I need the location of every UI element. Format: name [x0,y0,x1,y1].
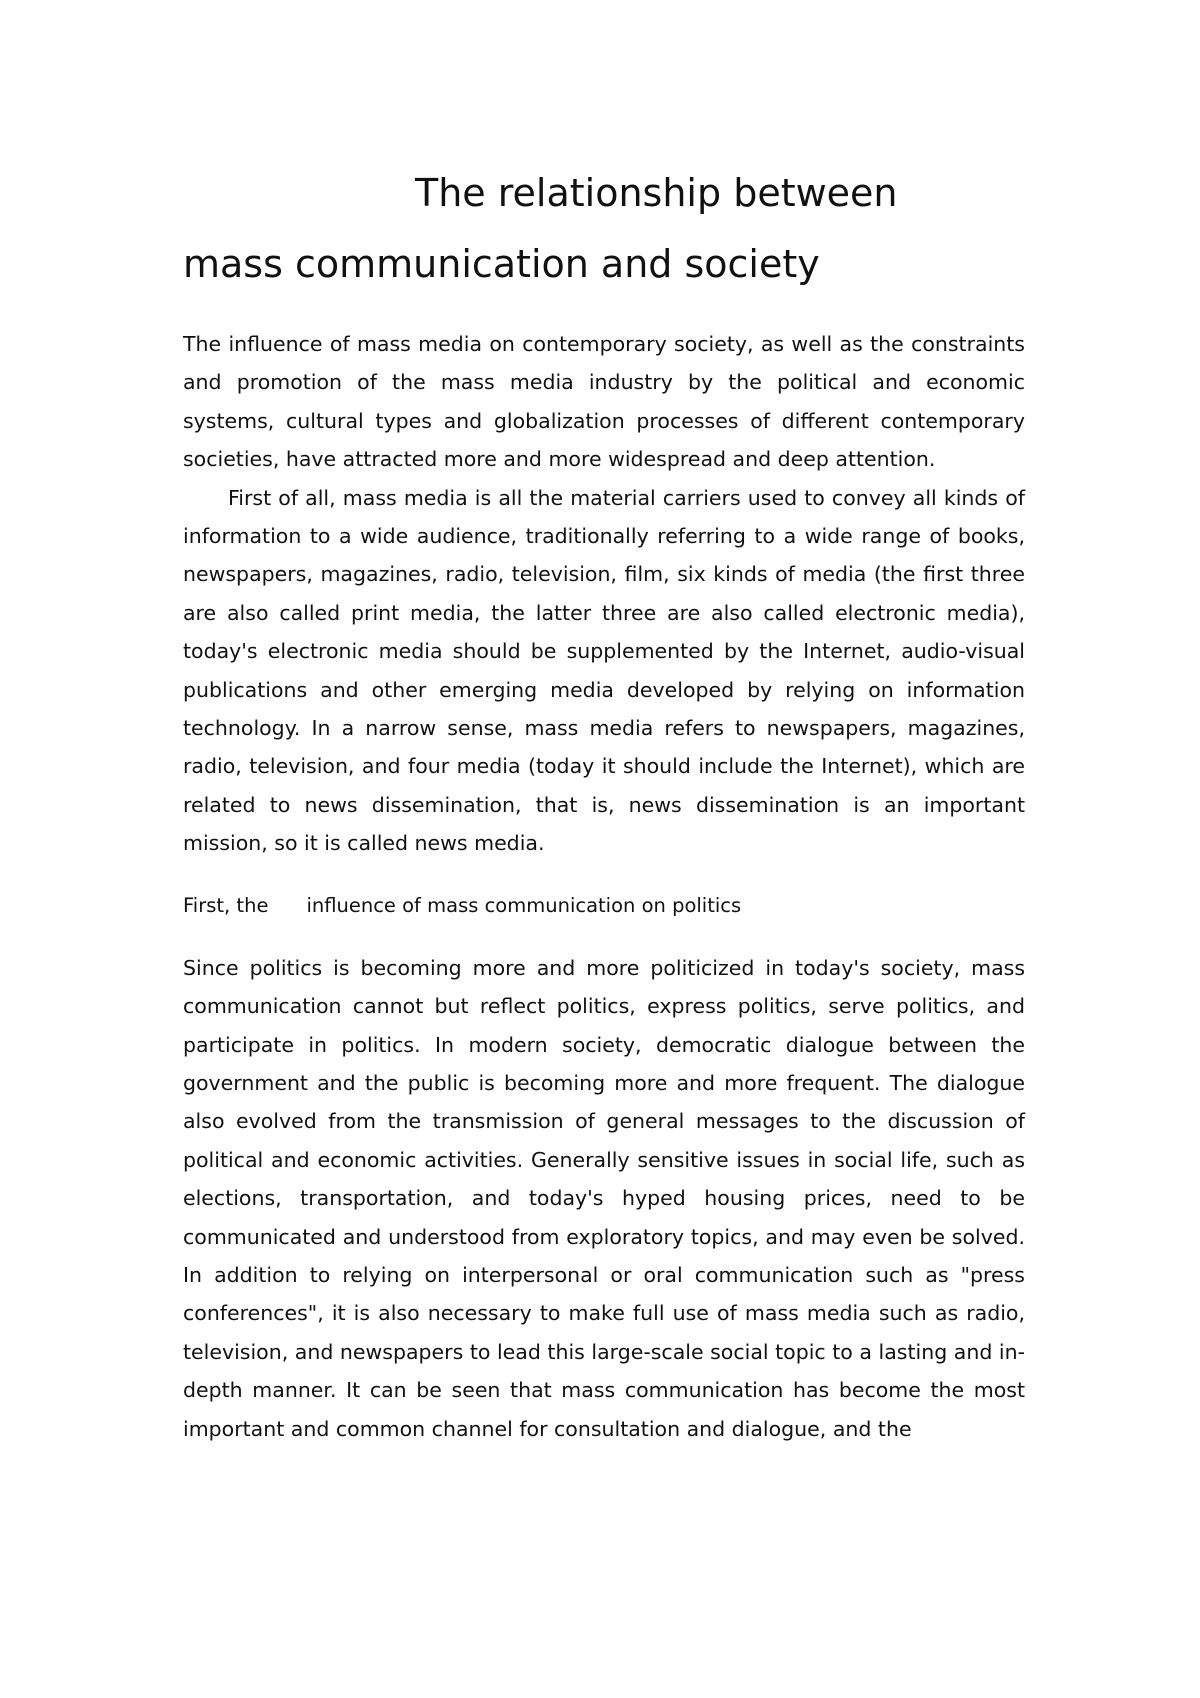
mass-media-definition-paragraph: First of all, mass media is all the material carriers used to convey all kinds of information to a wide audience, traditionally referring to a wide range of books, newspapers, magazines, radio, television, film, six kinds of media (the first three are also called print media, the latter three are also called electronic media), today's electronic media should be supplemented by the Internet, audio-visual publications and other emerging media developed by relying on information technology. In a narrow sense, mass media refers to newspapers, magazines, radio, television, and four media (today it should include the Internet), which are related to news dissemination, that is, news dissemination is an important mission, so it is called news media. [183,485,1025,856]
title-line-2: mass communication and society [183,242,820,286]
document-body [183,158,1025,1448]
intro-paragraph: The influence of mass media on contemporary society, as well as the constraints and promotion of the mass media industry by the political and economic systems, cultural types and globalization processes of different contemporary societies, have attracted more and more widespread and deep attention. [183,332,1025,472]
section-heading-prefix: First, the [183,893,269,917]
politics-paragraph: Since politics is becoming more and more politicized in today's society, mass communication cannot but reflect politics, express politics, serve politics, and participate in politics. In modern society, democratic dialogue between the government and the public is becoming more and more frequent. The dialogue also evolved from the transmission of general messages to the discussion of political and economic activities. Generally sensitive issues in social life, such as elections, transportation, and today's hyped housing prices, need to be communicated and understood from exploratory topics, and may even be solved. In addition to relying on interpersonal or oral communication such as "press conferences", it is also necessary to make full use of mass media such as radio, television, and newspapers to lead this large-scale social topic to a lasting and in-depth manner. It can be seen that mass communication has become the most important and common channel for consultation and dialogue, and the [183,955,1025,1441]
section-heading-text: influence of mass communication on politics [306,893,742,917]
section-heading-politics [183,887,1025,925]
title-line-1: The relationship between [415,171,898,215]
document-title [183,158,1025,300]
